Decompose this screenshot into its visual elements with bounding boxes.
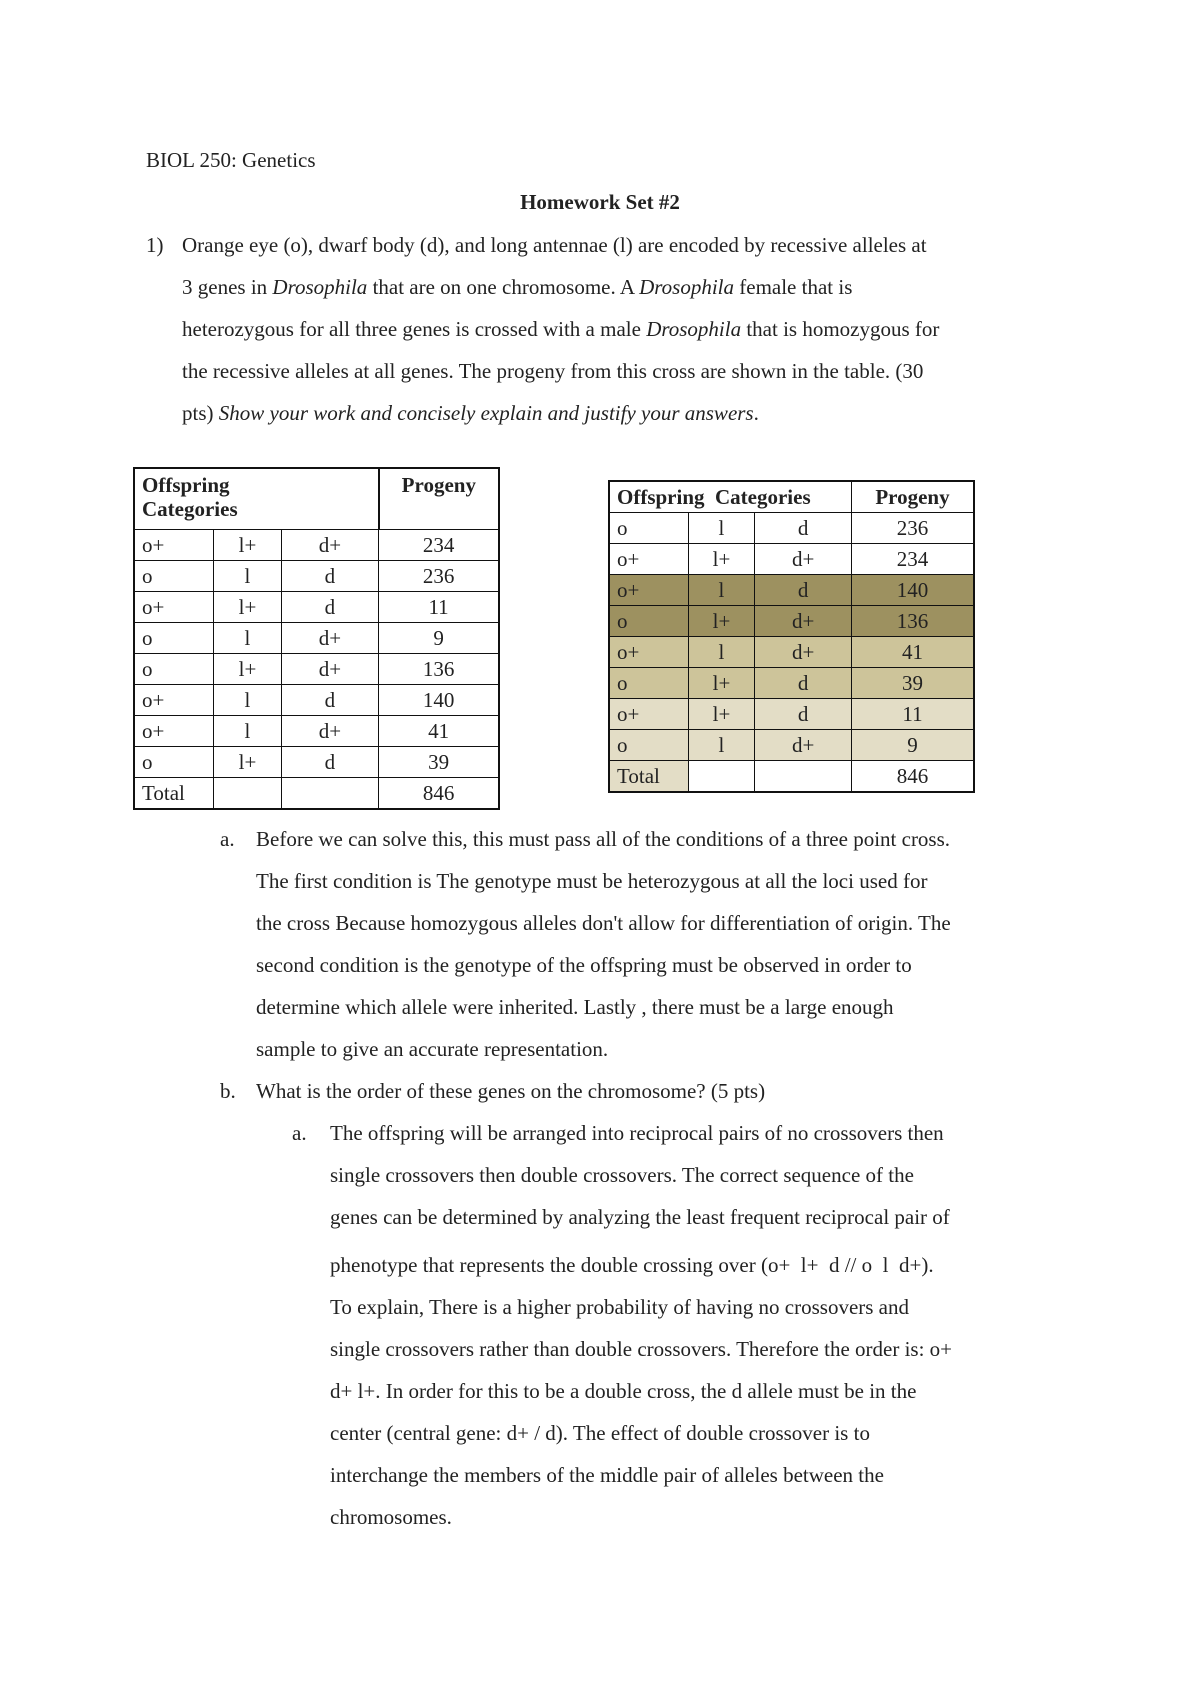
- table-row: o l+ d 39: [134, 747, 499, 778]
- table-row: o l+ d+ 136: [134, 654, 499, 685]
- list-marker: a.: [292, 1121, 307, 1145]
- table-row: o+ l+ d+ 234: [134, 530, 499, 561]
- table-total-row: Total 846: [609, 761, 974, 793]
- answer-line: d+ l+. In order for this to be a double cross, the d allele must be in the: [330, 1379, 917, 1403]
- header-progeny: Progeny: [379, 468, 499, 530]
- answer-line: chromosomes.: [330, 1505, 452, 1529]
- table-header-row: [609, 481, 974, 513]
- question-line: heterozygous for all three genes is crossed with a male Drosophila that is homozygous for: [182, 317, 940, 341]
- question-b: What is the order of these genes on the chromosome? (5 pts): [256, 1079, 766, 1103]
- answer-line: To explain, There is a higher probability of having no crossovers and: [330, 1295, 909, 1319]
- question-line: the recessive alleles at all genes. The progeny from this cross are shown in the table. (30: [182, 359, 924, 383]
- question-line: 3 genes in Drosophila that are on one chromosome. A Drosophila female that is: [182, 275, 853, 299]
- table-row-single-crossover: o+ l d+ 41: [609, 637, 974, 668]
- answer-line: interchange the members of the middle pair of alleles between the: [330, 1463, 884, 1487]
- list-marker: b.: [220, 1079, 236, 1103]
- answer-line: single crossovers rather than double crossovers. Therefore the order is: o+: [330, 1337, 953, 1361]
- answer-line: sample to give an accurate representation.: [256, 1037, 609, 1061]
- table-row: o l d+ 9: [134, 623, 499, 654]
- table-row: o+ l d+ 41: [134, 716, 499, 747]
- header-progeny: Progeny: [851, 481, 974, 513]
- table-row: o+ l+ d+ 234: [609, 544, 974, 575]
- question-line: Orange eye (o), dwarf body (d), and long antennae (l) are encoded by recessive alleles at: [182, 233, 927, 257]
- table-row: o l d 236: [609, 513, 974, 544]
- answer-line: The offspring will be arranged into reciprocal pairs of no crossovers then: [330, 1121, 944, 1145]
- document-title: Homework Set #2: [520, 190, 680, 214]
- answer-line: second condition is the genotype of the offspring must be observed in order to: [256, 953, 912, 977]
- answer-line: phenotype that represents the double crossing over (o+ l+ d // o l d+).: [330, 1253, 934, 1277]
- progeny-table-sorted: [608, 480, 975, 793]
- answer-line: single crossovers then double crossovers. The correct sequence of the: [330, 1163, 914, 1187]
- progeny-table-original: [133, 467, 500, 810]
- table-row-double-crossover: o l d+ 9: [609, 730, 974, 761]
- table-row: o l d 236: [134, 561, 499, 592]
- header-offspring-categories: Offspring Categories: [134, 468, 379, 530]
- table-row-single-crossover: o l+ d 39: [609, 668, 974, 699]
- table-row: o+ l d 140: [134, 685, 499, 716]
- answer-line: center (central gene: d+ / d). The effect of double crossover is to: [330, 1421, 870, 1445]
- question-line: pts) Show your work and concisely explain and justify your answers.: [182, 401, 759, 425]
- answer-line: determine which allele were inherited. Lastly , there must be a large enough: [256, 995, 894, 1019]
- header-offspring-categories: Offspring Categories: [609, 481, 851, 513]
- answer-line: the cross Because homozygous alleles don't allow for differentiation of origin. The: [256, 911, 951, 935]
- table-row-single-crossover: o+ l d 140: [609, 575, 974, 606]
- table-header-row: [134, 468, 499, 530]
- table-row-single-crossover: o l+ d+ 136: [609, 606, 974, 637]
- table-row: o+ l+ d 11: [134, 592, 499, 623]
- question-number: 1): [146, 233, 164, 257]
- answer-line: genes can be determined by analyzing the least frequent reciprocal pair of: [330, 1205, 950, 1229]
- table-total-row: Total 846: [134, 778, 499, 810]
- answer-line: Before we can solve this, this must pass all of the conditions of a three point cross.: [256, 827, 951, 851]
- table-row-double-crossover: o+ l+ d 11: [609, 699, 974, 730]
- answer-line: The first condition is The genotype must be heterozygous at all the loci used for: [256, 869, 928, 893]
- list-marker: a.: [220, 827, 235, 851]
- course-title: BIOL 250: Genetics: [146, 148, 316, 172]
